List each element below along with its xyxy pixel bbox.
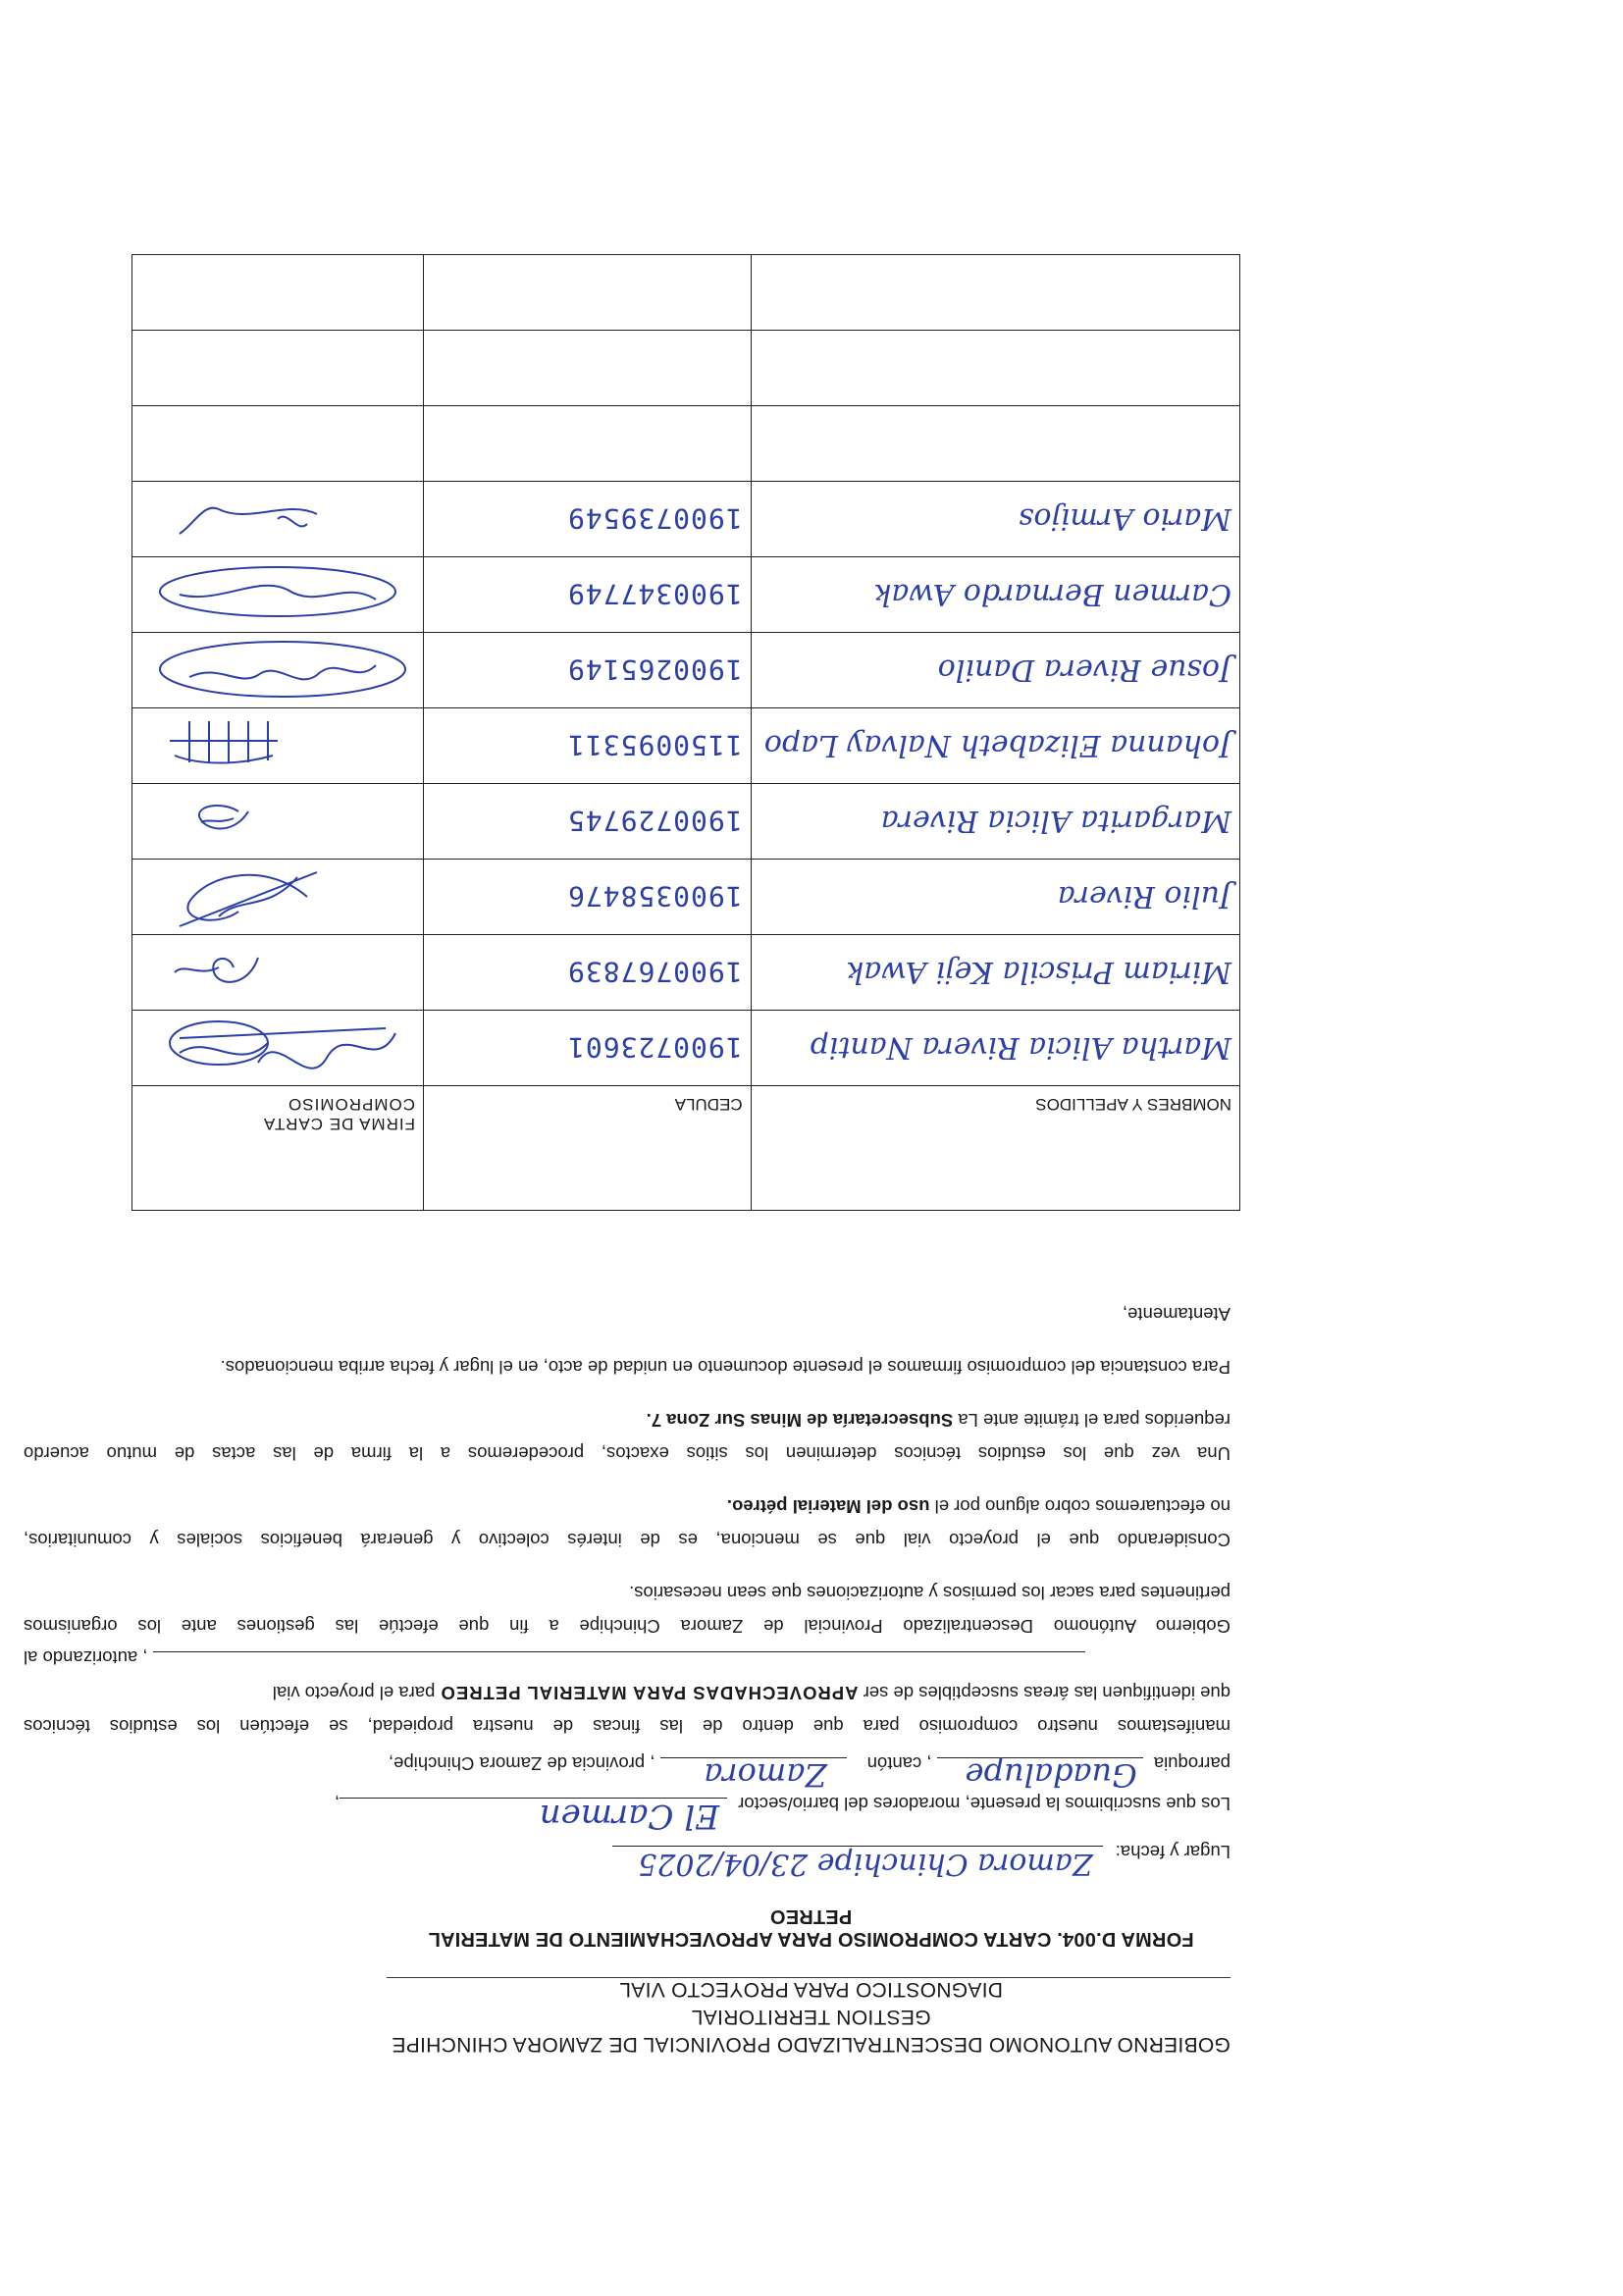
department-name: GESTION TERRITORIAL <box>691 2006 931 2028</box>
parroquia-field <box>937 1756 1143 1794</box>
name-cell <box>751 557 1239 633</box>
p1-text: , provincia de Zamora Chinchipe, <box>388 1753 655 1774</box>
header-names: NOMBRES Y APELLIDOS <box>751 1086 1239 1211</box>
p1-text: para el proyecto vial <box>272 1683 436 1703</box>
cedula-value: 1900739549 <box>567 502 743 536</box>
handwritten-signature <box>150 862 415 931</box>
cedula-cell <box>424 255 752 331</box>
p2-text: no efectuaremos cobro alguno por el <box>934 1496 1230 1517</box>
table-row <box>132 708 1240 784</box>
document-header <box>392 1975 1230 2058</box>
name-value: Johanna Elizabeth Nalvay Lapo <box>763 728 1231 763</box>
p1-line1: Los que suscribimos la presente, moradores del barrio/sector El Carmen , <box>334 1794 1230 1836</box>
name-value: Carmen Bernardo Awak <box>873 577 1231 612</box>
signature-cell <box>132 935 424 1011</box>
table-row <box>132 935 1240 1011</box>
signature-cell <box>132 255 424 331</box>
cedula-cell <box>424 557 752 633</box>
handwritten-signature <box>150 485 415 553</box>
handwritten-signature <box>150 636 415 704</box>
cedula-value: 1900265149 <box>567 653 743 687</box>
form-title: FORMA D.004. CARTA COMPROMISO PARA APROVECHAMIENTO DE MATERIAL PETREO <box>428 1905 1194 1950</box>
handwritten-signature <box>150 938 415 1007</box>
cedula-cell <box>424 784 752 860</box>
cedula-cell <box>424 708 752 784</box>
cedula-value: 1900723601 <box>567 1031 743 1065</box>
name-cell <box>751 708 1239 784</box>
signature-cell <box>132 557 424 633</box>
closing: Atentamente, <box>1122 1304 1230 1325</box>
signature-cell <box>132 406 424 482</box>
name-value: Miriam Priscila Keji Awak <box>846 955 1231 990</box>
p1-text: Los que suscribimos la presente, moradores del barrio/sector <box>738 1794 1230 1814</box>
table-row <box>132 331 1240 406</box>
p1-line7: pertinentes para sacar los permisos y autorizaciones que sean necesarios. <box>629 1583 1230 1603</box>
canton-value: Zamora <box>704 1756 827 1794</box>
p1-text: que identifiquen las áreas susceptibles de ser <box>863 1683 1230 1703</box>
p4-line1: Para constancia del compromiso firmamos el presente documento en unidad de acto, en el lugar y fecha arriba mencionados. <box>220 1357 1230 1378</box>
p1-line5 <box>24 1646 1230 1670</box>
p1-text: , autorizando al <box>24 1647 148 1668</box>
header-divider <box>387 1977 1230 1978</box>
handwritten-signature <box>150 711 415 780</box>
signature-cell <box>132 633 424 708</box>
name-value: Martha Alicia Rivera Nantip <box>810 1030 1231 1066</box>
name-cell <box>751 406 1239 482</box>
place-date-field <box>612 1846 1103 1881</box>
p1-line4 <box>24 1682 1230 1703</box>
table-row <box>132 784 1240 860</box>
name-cell <box>751 331 1239 406</box>
signature-table <box>131 254 1240 1211</box>
canton-field <box>660 1756 847 1794</box>
signature-cell <box>132 784 424 860</box>
name-cell <box>751 784 1239 860</box>
name-cell <box>751 482 1239 557</box>
table-row <box>132 860 1240 935</box>
table-row <box>132 1011 1240 1086</box>
name-cell <box>751 935 1239 1011</box>
p1-text: parroquia <box>1153 1753 1230 1774</box>
signature-cell <box>132 708 424 784</box>
p1-text: , cantón <box>866 1753 932 1774</box>
p2-bold: uso del Material pétreo. <box>726 1496 930 1517</box>
project-name-field <box>153 1651 1085 1670</box>
cedula-value: 1900358476 <box>567 880 743 913</box>
barrio-field <box>340 1797 727 1836</box>
cedula-value: 1900347749 <box>567 578 743 611</box>
table-row <box>132 633 1240 708</box>
table-row <box>132 557 1240 633</box>
header-cedula: CEDULA <box>424 1086 752 1211</box>
name-cell <box>751 1011 1239 1086</box>
place-date-line <box>24 1841 1230 1881</box>
name-value: Mario Armijos <box>1019 501 1231 537</box>
cedula-value: 1900767839 <box>567 956 743 989</box>
name-cell <box>751 860 1239 935</box>
signature-cell <box>132 1011 424 1086</box>
name-cell <box>751 633 1239 708</box>
name-value: Julio Rivera <box>1057 879 1231 914</box>
cedula-cell <box>424 860 752 935</box>
p3-line2 <box>24 1409 1230 1431</box>
parroquia-value: Guadalupe <box>965 1756 1137 1794</box>
name-value: Josue Rivera Danilo <box>937 652 1231 688</box>
p1-line2 <box>24 1752 1230 1794</box>
cedula-cell <box>424 633 752 708</box>
cedula-cell <box>424 935 752 1011</box>
cedula-cell <box>424 482 752 557</box>
header-signature: FIRMA DE CARTA COMPROMISO <box>132 1086 424 1211</box>
p1-bold: APROVECHADAS PARA MATERIAL PETREO <box>440 1683 859 1703</box>
cedula-cell <box>424 406 752 482</box>
table-header-row <box>132 1086 1240 1211</box>
project-type: DIAGNOSTICO PARA PROYECTO VIAL <box>619 1978 1003 2001</box>
place-date-label: Lugar y fecha: <box>1115 1842 1230 1862</box>
p2-line1: Considerando que el proyecto vial que se menciona, es de interés colectivo y generará beneficios sociales y comunitarios, <box>24 1530 1230 1550</box>
signature-cell <box>132 331 424 406</box>
p1-line6: Gobierno Autónomo Descentralizado Provincial de Zamora Chinchipe a fin que efectúe las gestiones ante los organismos <box>24 1616 1230 1637</box>
place-date-value: Zamora Chinchipe 23/04/2025 <box>638 1847 1093 1881</box>
handwritten-signature <box>150 787 415 856</box>
barrio-value: El Carmen <box>539 1797 720 1836</box>
cedula-cell <box>424 1011 752 1086</box>
table-row <box>132 482 1240 557</box>
p2-line2 <box>24 1495 1230 1517</box>
cedula-value: 1150095311 <box>567 729 743 762</box>
table-row <box>132 406 1240 482</box>
table-row <box>132 255 1240 331</box>
cedula-value: 1900729745 <box>567 805 743 838</box>
p3-line1: Una vez que los estudios técnicos determinen los sitios exactos, procederemos a la firma de las actas de mutuo acuerdo <box>24 1443 1230 1464</box>
name-value: Margarita Alicia Rivera <box>880 804 1231 839</box>
p1-line3: manifestamos nuestro compromiso para que dentro de las fincas de nuestra propiedad, se efectúen los estudios técnicos <box>24 1716 1230 1737</box>
p3-bold: Subsecretaría de Minas Sur Zona 7. <box>646 1410 954 1431</box>
p3-text: requeridos para el trámite ante La <box>958 1410 1230 1431</box>
signature-cell <box>132 482 424 557</box>
cedula-cell <box>424 331 752 406</box>
handwritten-signature <box>150 1014 415 1082</box>
signature-cell <box>132 860 424 935</box>
name-cell <box>751 255 1239 331</box>
handwritten-signature <box>150 560 415 629</box>
institution-name: GOBIERNO AUTONOMO DESCENTRALIZADO PROVINCIAL DE ZAMORA CHINCHIPE <box>392 2033 1230 2056</box>
